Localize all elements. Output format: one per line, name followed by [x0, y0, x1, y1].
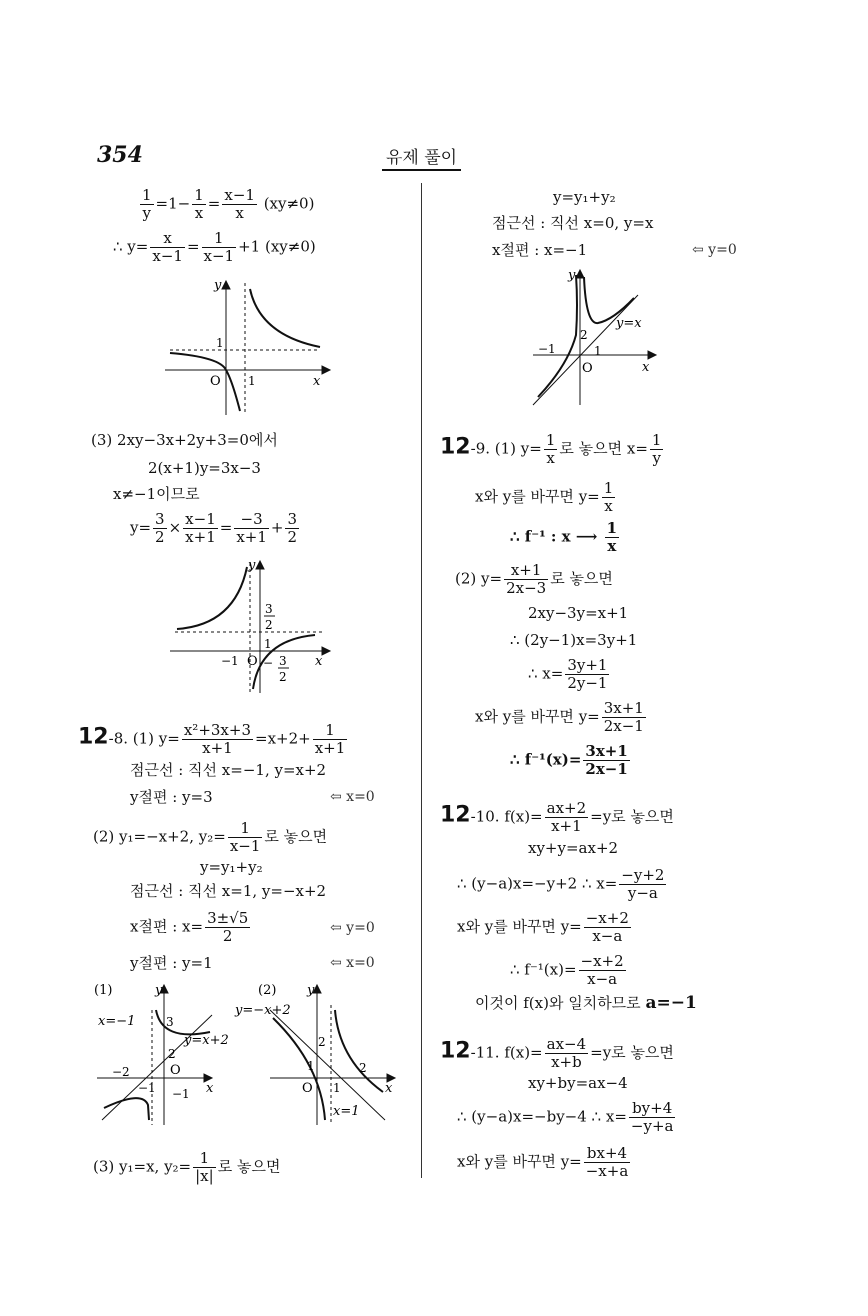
tick-label: 3	[279, 654, 287, 668]
equation-line: x와 y를 바꾸면 y= $\frac{-x+2}{x-a}$	[457, 909, 629, 945]
origin-label: O	[170, 1063, 181, 1078]
graph-label: (2)	[258, 983, 277, 998]
hyperbola-graph-2	[165, 555, 340, 695]
tick-label: −1	[138, 1081, 156, 1095]
hint-note: ⇦ y=0	[330, 920, 375, 936]
equation-line: (2) y= $\frac{x+1}{2x-3}$ 로 놓으면	[455, 561, 613, 597]
asymptote-line: 점근선 : 직선 x=0, y=x	[492, 214, 654, 232]
problem-12-10: 12-10. f(x)= $\frac{ax+2}{x+1}$ =y로 놓으면	[440, 799, 674, 835]
tick-label: −1	[172, 1087, 190, 1101]
tick-label: 1	[594, 344, 602, 358]
graph-label: (1)	[94, 983, 113, 998]
equation-line: (2) y₁=−x+2, y₂= $\frac{1}{x-1}$ 로 놓으면	[93, 819, 328, 855]
axis-label-y: y	[155, 983, 163, 998]
tick-label: 3	[265, 602, 273, 616]
asymptote-line: 점근선 : 직선 x=−1, y=x+2	[130, 761, 327, 779]
tick-label: 1	[264, 637, 272, 651]
problem-12-11: 12-11. f(x)= $\frac{ax-4}{x+b}$ =y로 놓으면	[440, 1035, 674, 1071]
y-intercept-line: y절편 : y=3	[130, 788, 213, 806]
tick-label: −	[263, 656, 274, 670]
axis-label-y: y	[568, 268, 576, 283]
equation-line: 2(x+1)y=3x−3	[148, 459, 261, 477]
axis-label-x: x	[206, 1081, 214, 1096]
origin-label: O	[247, 654, 258, 669]
equation-line: (3) y₁=x, y₂= $\frac{1}{|x|}$ 로 놓으면	[93, 1149, 281, 1185]
origin-label: O	[302, 1081, 313, 1096]
axis-label-x: x	[315, 654, 323, 669]
section-title: 유제 풀이	[382, 143, 461, 171]
equation-line: 2xy−3y=x+1	[528, 604, 629, 622]
tick-label: 2	[265, 618, 273, 632]
tick-label: −1	[221, 654, 239, 668]
problem-3-line: (3) 2xy−3x+2y+3=0에서	[91, 431, 278, 449]
answer-line: ∴ f⁻¹ : x ⟶ $\frac{1}{x}$	[510, 519, 618, 555]
y-intercept-line: y절편 : y=1	[130, 954, 213, 972]
origin-label: O	[582, 361, 593, 376]
problem-12-9: 12-9. (1) y= $\frac{1}{x}$ 로 놓으면 x= $\frac{1}{y}$	[440, 431, 662, 467]
asymptote-label: y=−x+2	[235, 1003, 291, 1018]
hyperbola-graph-3	[92, 980, 252, 1130]
graph-5	[528, 265, 663, 410]
tick-label: 2	[168, 1047, 176, 1061]
column-divider	[421, 183, 422, 1178]
hyperbola-graph-4	[235, 980, 405, 1130]
answer-line: ∴ f⁻¹(x)= $\frac{3x+1}{2x-1}$	[510, 742, 628, 778]
tick-label: 1	[333, 1081, 341, 1095]
asymptote-label: x=1	[333, 1104, 360, 1119]
hint-note: ⇦ x=0	[330, 955, 375, 971]
x-intercept-line: x절편 : x=−1	[492, 241, 588, 259]
asymptote-label: y=x	[616, 316, 642, 331]
hint-note: ⇦ y=0	[692, 242, 737, 258]
equation-line: x와 y를 바꾸면 y= $\frac{bx+4}{-x+a}$	[457, 1144, 629, 1180]
equation-line: ∴ y= $\frac{x}{x-1}$ = $\frac{1}{x-1}$ +1 (xy≠0)	[113, 229, 316, 265]
conclusion-line: 이것이 f(x)와 일치하므로 a=−1	[475, 993, 697, 1013]
tick-label: 1	[216, 336, 224, 350]
axis-label-x: x	[313, 374, 321, 389]
equation-line: y=y₁+y₂	[200, 858, 263, 876]
tick-label: 3	[166, 1015, 174, 1029]
problem-12-8: 12-8. (1) y= $\frac{\text{x²+3x+3}}{x+1}$ =x+2+ $\frac{1}{x+1}$	[78, 721, 346, 757]
equation-line: y= $\frac{3}{2}$ × $\frac{x-1}{x+1}$ = $\frac{-3}{x+1}$ + $\frac{3}{2}$	[130, 510, 298, 546]
origin-label: O	[210, 374, 221, 389]
asymptote-label: x=−1	[98, 1014, 136, 1029]
asymptote-line: 점근선 : 직선 x=1, y=−x+2	[130, 882, 327, 900]
equation-line: ∴ (2y−1)x=3y+1	[510, 631, 638, 649]
equation-line: y=y₁+y₂	[553, 188, 616, 206]
x-intercept-line: x절편 : x= $\frac{3\pm√5}{2}$	[130, 909, 249, 945]
equation-line: xy+by=ax−4	[528, 1074, 628, 1092]
axis-label-x: x	[642, 360, 650, 375]
page-number: 354	[97, 142, 143, 168]
equation-line: x와 y를 바꾸면 y= $\frac{1}{x}$	[475, 479, 614, 515]
tick-label: 1	[307, 1059, 315, 1073]
equation-line: xy+y=ax+2	[528, 839, 619, 857]
tick-label: 2	[318, 1035, 326, 1049]
equation-line: ∴ (y−a)x=−by−4 ∴ x= $\frac{by+4}{-y+a}$	[457, 1099, 674, 1135]
tick-label: 2	[359, 1061, 367, 1075]
tick-label: −2	[112, 1065, 130, 1079]
equation-line: ∴ (y−a)x=−y+2 ∴ x= $\frac{-y+2}{y-a}$	[457, 866, 665, 902]
asymptote-label: y=x+2	[184, 1033, 229, 1048]
hyperbola-graph-1	[160, 275, 340, 420]
equation-line: $\frac{1}{y}$ =1− $\frac{1}{x}$ = $\frac{x-1}{x}$ (xy≠0)	[142, 186, 315, 222]
equation-line: ∴ x= $\frac{3y+1}{2y-1}$	[528, 656, 608, 692]
equation-line: x≠−1이므로	[113, 485, 200, 503]
hint-note: ⇦ x=0	[330, 789, 375, 805]
tick-label: 2	[580, 328, 588, 342]
axis-label-y: y	[307, 983, 315, 998]
tick-label: 2	[279, 670, 287, 684]
equation-line: x와 y를 바꾸면 y= $\frac{3x+1}{2x-1}$	[475, 699, 644, 735]
axis-label-y: y	[248, 558, 256, 573]
tick-label: −1	[538, 342, 556, 356]
tick-label: 1	[248, 374, 256, 388]
equation-line: ∴ f⁻¹(x)= $\frac{-x+2}{x-a}$	[510, 952, 624, 988]
axis-label-y: y	[214, 278, 222, 293]
axis-label-x: x	[385, 1081, 393, 1096]
